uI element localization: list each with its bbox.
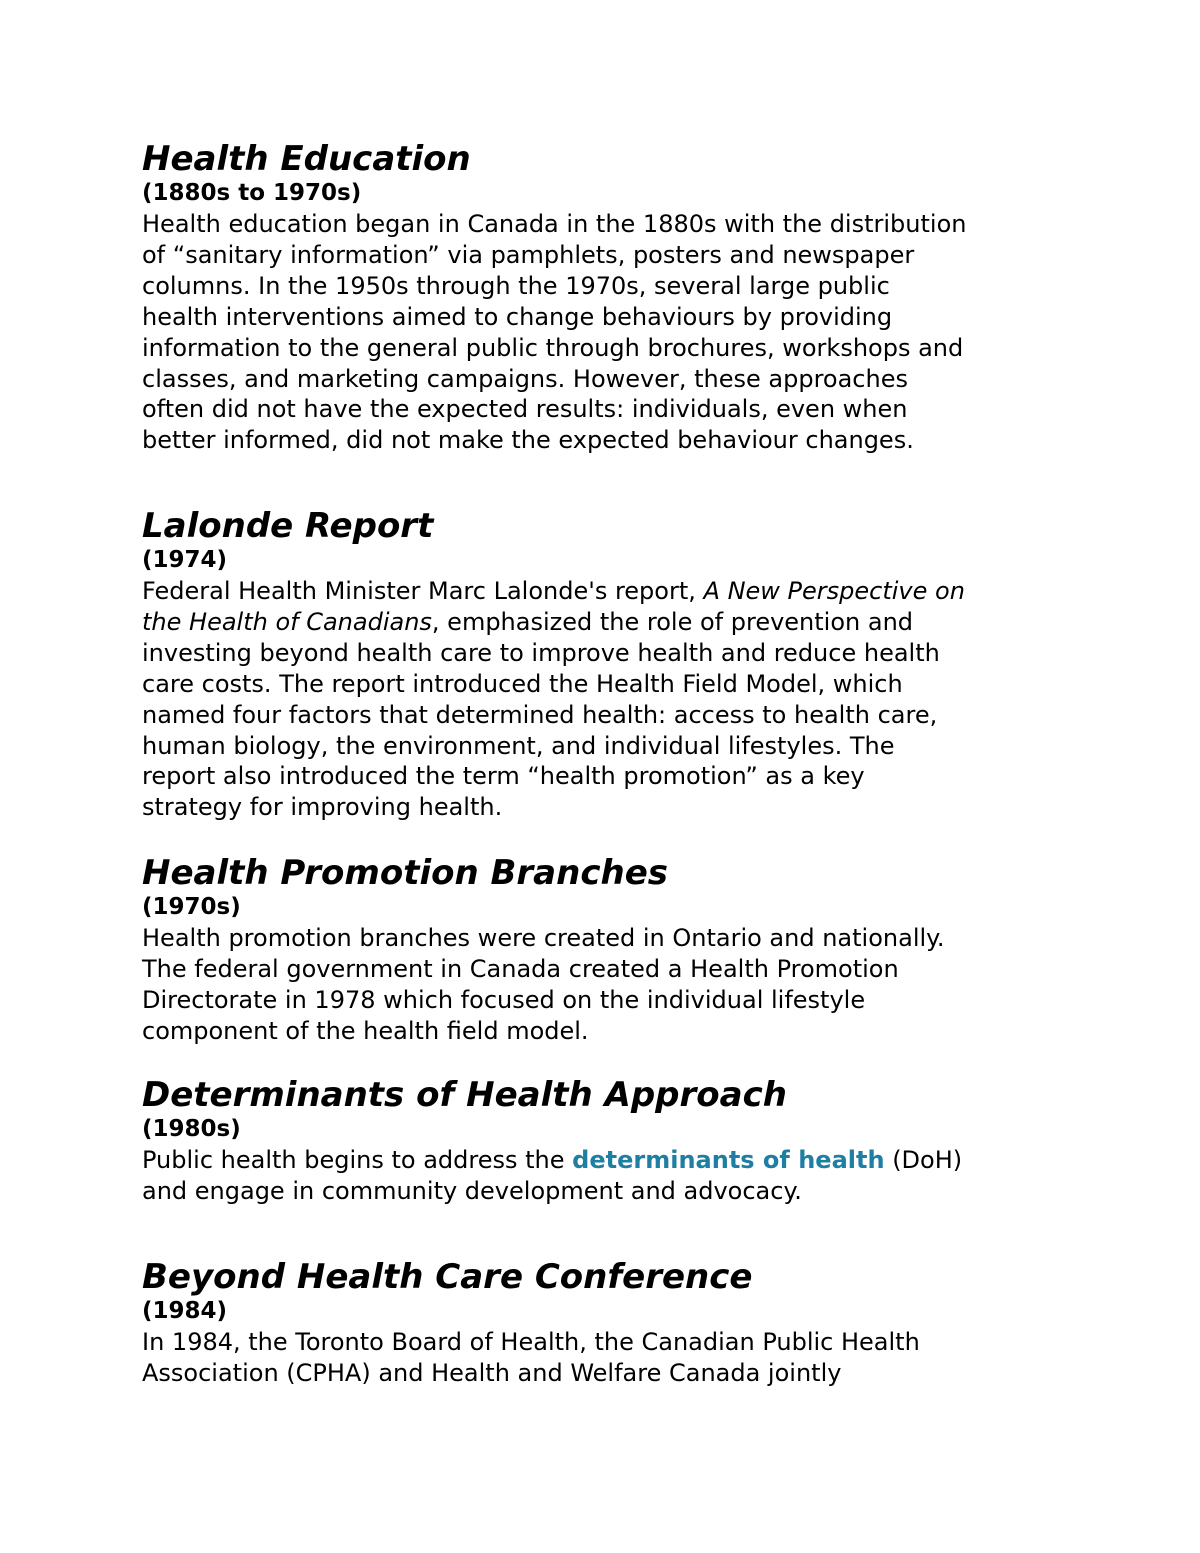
body-line: Health education began in Canada in the 1880s with the distribution <box>142 210 967 238</box>
body-line <box>142 1145 1072 1176</box>
body-line: better informed, did not make the expected behaviour changes. <box>142 426 914 455</box>
body-line: health interventions aimed to change behaviours by providing <box>142 302 893 331</box>
body-line: In 1984, the Toronto Board of Health, the Canadian Public Health <box>142 1328 920 1356</box>
section-heading: Beyond Health Care Conference <box>142 1257 753 1297</box>
section-lalonde-report <box>142 508 1072 823</box>
report-title-italic: A New Perspective on <box>703 577 965 605</box>
body-line: classes, and marketing campaigns. However, these approaches <box>142 364 908 393</box>
body-line: Health promotion branches were created in Ontario and nationally. <box>142 924 945 952</box>
determinants-of-health-link[interactable]: determinants of health <box>572 1146 885 1174</box>
section-beyond-health-care-conference <box>142 1259 1072 1389</box>
section-heading: Lalonde Report <box>142 506 434 546</box>
body-text: Federal Health Minister Marc Lalonde's report, <box>142 577 704 605</box>
body-text: , emphasized the role of prevention and <box>431 607 914 636</box>
body-line: The federal government in Canada created a Health Promotion <box>142 954 899 983</box>
body-line: report also introduced the term “health promotion” as a key <box>142 762 865 791</box>
section-date: (1970s) <box>142 894 241 920</box>
body-text: Public health begins to address the <box>142 1146 573 1174</box>
section-heading: Health Education <box>142 139 471 179</box>
body-line: and engage in community development and advocacy. <box>142 1176 802 1205</box>
section-body <box>142 1145 1072 1207</box>
body-line: investing beyond health care to improve health and reduce health <box>142 638 940 667</box>
section-body <box>142 1327 1072 1389</box>
body-line: information to the general public through brochures, workshops and <box>142 333 964 362</box>
section-date: (1880s to 1970s) <box>142 180 362 206</box>
body-line: Directorate in 1978 which focused on the individual lifestyle <box>142 985 866 1014</box>
body-line: columns. In the 1950s through the 1970s, several large public <box>142 271 890 300</box>
section-date: (1980s) <box>142 1116 241 1142</box>
section-heading: Health Promotion Branches <box>142 853 668 893</box>
body-line <box>142 576 1072 607</box>
section-heading: Determinants of Health Approach <box>142 1075 787 1115</box>
body-line: of “sanitary information” via pamphlets, posters and newspaper <box>142 240 915 269</box>
body-line: often did not have the expected results: individuals, even when <box>142 395 908 424</box>
section-body <box>142 923 1072 1047</box>
section-body <box>142 576 1072 823</box>
body-line: component of the health field model. <box>142 1016 589 1045</box>
report-title-italic: the Health of Canadians <box>142 607 432 636</box>
body-line: strategy for improving health. <box>142 793 503 822</box>
section-determinants-of-health <box>142 1077 1072 1207</box>
section-date: (1984) <box>142 1298 228 1324</box>
body-line: named four factors that determined health: access to health care, <box>142 700 938 729</box>
body-line: Association (CPHA) and Health and Welfare Canada jointly <box>142 1358 842 1387</box>
section-health-promotion-branches <box>142 855 1072 1047</box>
body-line: human biology, the environment, and individual lifestyles. The <box>142 731 895 760</box>
section-body <box>142 209 1072 456</box>
section-date: (1974) <box>142 547 228 573</box>
section-health-education <box>142 141 1072 456</box>
body-line <box>142 607 1072 638</box>
body-line: care costs. The report introduced the Health Field Model, which <box>142 669 903 698</box>
body-text: (DoH) <box>884 1146 963 1174</box>
